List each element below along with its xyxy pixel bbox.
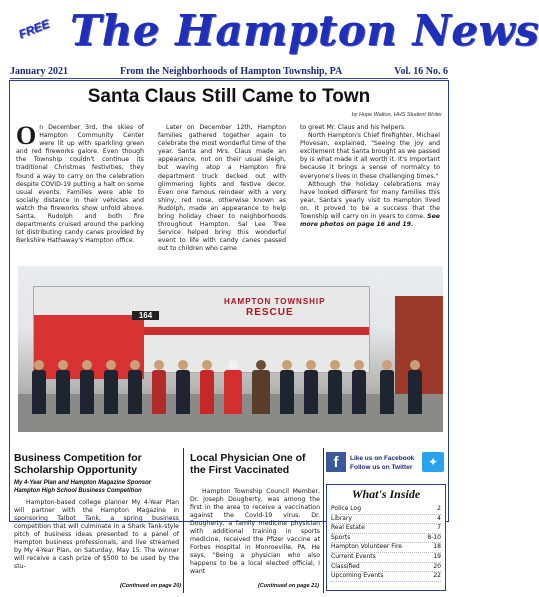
toc-item[interactable]: Sports 8-10	[331, 534, 441, 544]
business-continued: (Continued on page 20)	[120, 583, 182, 589]
toc-item[interactable]: Library 4	[331, 515, 441, 525]
newspaper-title: The Hampton News	[70, 6, 539, 55]
truck-rescue-label: RESCUE	[246, 307, 294, 318]
facebook-link[interactable]: Like us on Facebook	[350, 455, 415, 462]
lead-byline: by Hope Walton, HHS Student Writer	[351, 112, 442, 118]
lead-photo	[18, 266, 443, 432]
column-divider	[183, 448, 184, 593]
toc-item[interactable]: Police Log 2	[331, 505, 441, 515]
person-figure	[352, 360, 366, 414]
person-figure	[176, 360, 190, 414]
person-figure	[304, 360, 318, 414]
truck-stripe	[144, 327, 369, 335]
twitter-icon[interactable]: ✦	[422, 452, 444, 472]
person-figure	[408, 360, 422, 414]
issue-volume: Vol. 16 No. 6	[394, 66, 448, 77]
lead-col3a-text: to greet Mr. Claus and his helpers.	[300, 124, 407, 131]
lead-col1-text: n December 3rd, the skies of Hampton Community Center were lit up with sparkling green and red fireworks galore. Even though the Township couldn't continue its traditional Christmas festivities, they found a way to carry on the celebration despite COVID-19 putting a halt on some usual events. Families were able to socially distance in their vehicles and watch the fireworks show unfold above. Santa, Rudolph and both fire departments cruised around the parking lot distributing candy canes provided by Berkshire Hathaway's Hampton office.	[16, 124, 144, 245]
truck-label: HAMPTON TOWNSHIP	[224, 297, 326, 306]
lead-col3c-body: Although the holiday celebrations may have looked different for many families this year, Santa's yearly visit to Hampton lived on. It proved to be a success that the Township will carry on in years to come.	[300, 180, 440, 221]
lead-col3b-text: North Hampton's Chief firefighter, Michael Plovesan, explained, "Seeing the joy and excitement that Santa brought as we passed by is what made it all worth it. It's important because it brings a sense of normalcy to everyone's lives in these challenging times."	[300, 132, 440, 180]
person-figure	[128, 360, 142, 414]
person-figure	[104, 360, 118, 414]
issue-tagline: From the Neighborhoods of Hampton Township, PA	[120, 66, 343, 77]
person-figure	[80, 360, 94, 414]
mrs-claus-figure	[200, 360, 214, 414]
social-links	[326, 452, 444, 476]
lead-column-3	[300, 124, 440, 229]
lead-col2-text: Later on December 12th, Hampton families gathered together again to celebrate the most wonderful time of the year. Santa and Mrs. Claus made an appearance, not on their usual sleigh, but waving atop a Hampton fire department truck decked out with glimmering lights and festive decor. Even one famous reindeer with a very shiny, red nose, otherwise known as Rudolph, made an appearance to help bring holiday cheer to neighborhoods throughout Hampton. Sal Lee Tree Service helped bring this wonderful event to life with candy canes passed out to children who came	[158, 124, 286, 253]
person-figure	[280, 360, 294, 414]
toc-item[interactable]: Current Events 19	[331, 553, 441, 563]
whats-inside-list	[331, 505, 441, 582]
lead-more-photos: See more photos on page 16 and 19.	[300, 213, 440, 229]
toc-item[interactable]: Real Estate 7	[331, 524, 441, 534]
whats-inside-box	[326, 484, 446, 591]
person-figure	[32, 360, 46, 414]
issue-info-bar	[10, 65, 448, 79]
lead-column-2	[158, 124, 286, 254]
business-title: Business Competition for Scholarship Opportunity	[14, 452, 142, 476]
santa-figure	[224, 360, 242, 414]
person-figure	[56, 360, 70, 414]
masthead	[0, 0, 539, 66]
toc-item[interactable]: Hampton Volunteer Fire 18	[331, 543, 441, 553]
business-subtitle: My 4-Year Plan and Hampton Magazine Sponsor Hampton High School Business Competition	[14, 480, 152, 494]
toc-item[interactable]: Classified 20	[331, 563, 441, 573]
business-text: Hampton-based college planner My 4-Year Plan will partner with the Hampton Magazine in sponsoring Talbot Tank, a spring business competition that will culminate in a Shark Tank-style pitch of business ideas presented to a panel of Hampton business professionals, and live streamed by My 4-Year Plan, on Saturday, May 15. The winner will receive a cash prize of $500 to be used by the stu-	[14, 499, 179, 570]
person-figure	[328, 360, 342, 414]
physician-continued: (Continued on page 21)	[258, 583, 320, 589]
column-divider	[323, 448, 324, 593]
twitter-link[interactable]: Follow us on Twitter	[350, 464, 413, 471]
whats-inside-title: What's Inside	[351, 487, 421, 501]
dropcap: O	[16, 121, 37, 150]
person-figure	[380, 360, 394, 414]
facebook-icon[interactable]: f	[326, 452, 346, 472]
toc-item[interactable]: Upcoming Events 22	[331, 572, 441, 582]
person-figure	[152, 360, 166, 414]
lead-column-1	[16, 121, 144, 245]
truck-unit-number: 164	[132, 311, 159, 320]
lead-col3c-text	[300, 181, 440, 230]
physician-title: Local Physician One of the First Vaccinated	[190, 452, 306, 476]
physician-text: Hampton Township Council Member, Dr. Joseph Dougherty, was among the first in the area to receive a vaccination against the Covid-19 virus. Dr. Dougherty, a family medicine physician with additional training in sports medicine, received the Pfizer vaccine at Forbes Hospital in Monroeville, PA. He says, "Being a physician who also happens to be a local elected official, I want	[190, 488, 320, 575]
social-text	[350, 454, 414, 472]
lead-headline: Santa Claus Still Came to Town	[87, 86, 371, 107]
rudolph-figure	[252, 360, 270, 414]
issue-date: January 2021	[10, 66, 69, 77]
free-badge: FREE	[16, 16, 52, 42]
